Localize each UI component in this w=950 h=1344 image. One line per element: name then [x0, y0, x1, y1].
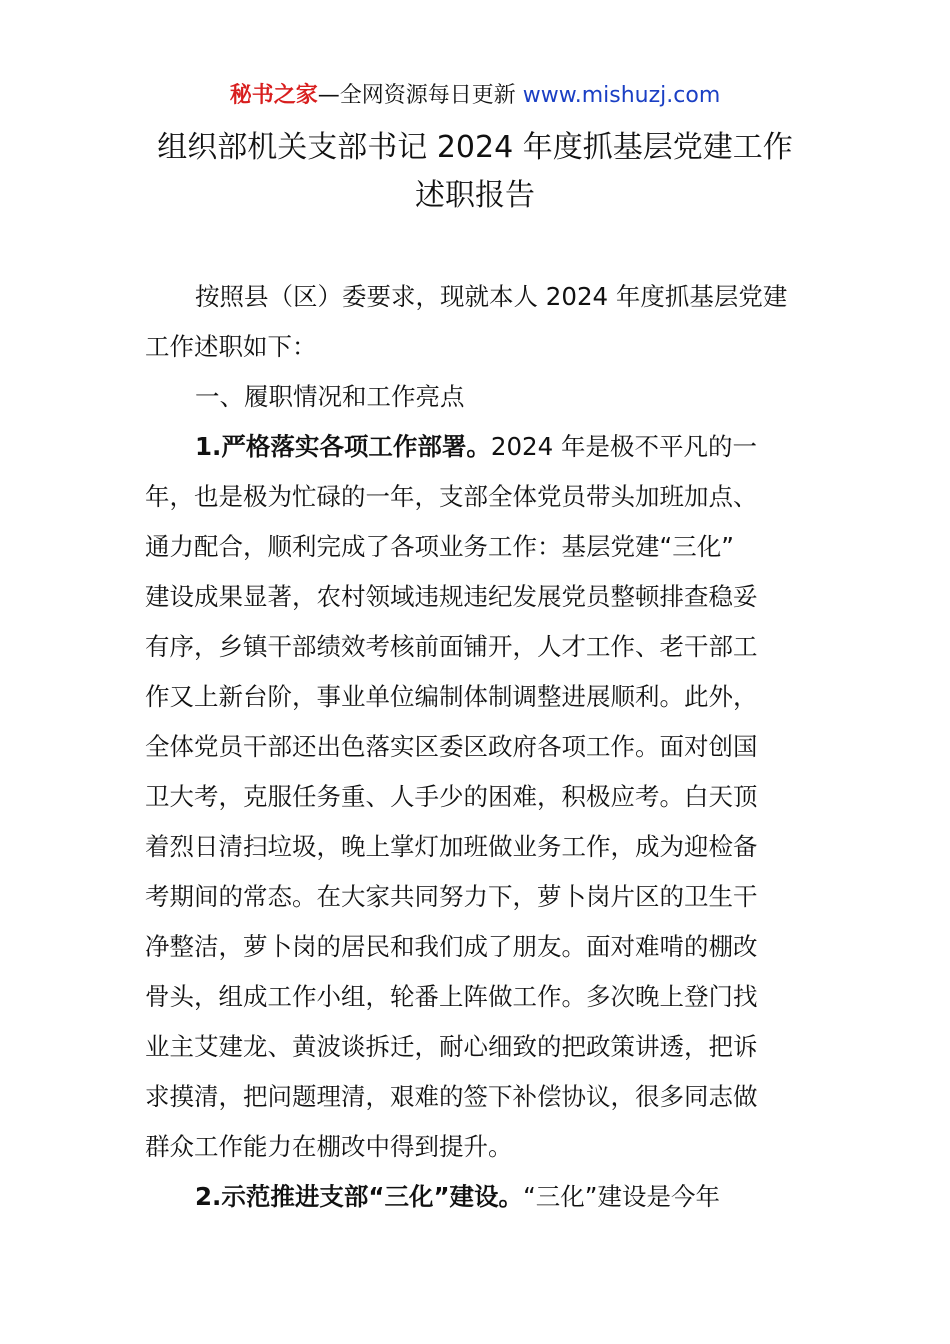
document-body [145, 272, 813, 1222]
paragraph-text: “三化”建设是今年 [523, 1182, 720, 1211]
site-header [0, 80, 950, 112]
paragraph-line: 建设成果显著，农村领域违规违纪发展党员整顿排查稳妥 [145, 582, 758, 611]
site-tagline: —全网资源每日更新 [317, 83, 516, 108]
paragraph-line: 着烈日清扫垃圾，晚上掌灯加班做业务工作，成为迎检备 [145, 832, 758, 861]
subsection-heading: 2.示范推进支部“三化”建设。 [195, 1182, 524, 1211]
site-url-link[interactable]: www.mishuzj.com [522, 83, 721, 108]
paragraph-line: 有序，乡镇干部绩效考核前面铺开，人才工作、老干部工 [145, 632, 758, 661]
paragraph-line: 全体党员干部还出色落实区委区政府各项工作。面对创国 [145, 732, 758, 761]
paragraph-line: 净整洁，萝卜岗的居民和我们成了朋友。面对难啃的棚改 [145, 932, 758, 961]
paragraph-line [145, 1172, 813, 1222]
section-heading: 一、履职情况和工作亮点 [195, 382, 465, 411]
paragraph-line: 工作述职如下： [145, 332, 317, 361]
paragraph-text: 2024 年是极不平凡的一 [490, 432, 757, 461]
paragraph-line: 年，也是极为忙碌的一年，支部全体党员带头加班加点、 [145, 482, 758, 511]
site-brand: 秘书之家 [229, 83, 318, 108]
paragraph-line: 群众工作能力在棚改中得到提升。 [145, 1132, 513, 1161]
paragraph-line: 作又上新台阶，事业单位编制体制调整进展顺利。此外， [145, 682, 758, 711]
paragraph-line: 通力配合，顺利完成了各项业务工作：基层党建“三化” [145, 532, 734, 561]
title-line-1: 组织部机关支部书记 2024 年度抓基层党建工作 [157, 130, 793, 165]
document-title [0, 124, 950, 220]
paragraph-line: 考期间的常态。在大家共同努力下，萝卜岗片区的卫生干 [145, 882, 758, 911]
paragraph-line: 求摸清，把问题理清，艰难的签下补偿协议，很多同志做 [145, 1082, 758, 1111]
subsection-heading: 1.严格落实各项工作部署。 [195, 432, 491, 461]
paragraph-line: 骨头，组成工作小组，轮番上阵做工作。多次晚上登门找 [145, 982, 758, 1011]
paragraph-line: 按照县（区）委要求，现就本人 2024 年度抓基层党建 [195, 282, 788, 311]
paragraph-line [145, 422, 813, 472]
paragraph-line: 业主艾建龙、黄波谈拆迁，耐心细致的把政策讲透，把诉 [145, 1032, 758, 1061]
title-line-2: 述职报告 [415, 178, 535, 213]
paragraph-line: 卫大考，克服任务重、人手少的困难，积极应考。白天顶 [145, 782, 758, 811]
